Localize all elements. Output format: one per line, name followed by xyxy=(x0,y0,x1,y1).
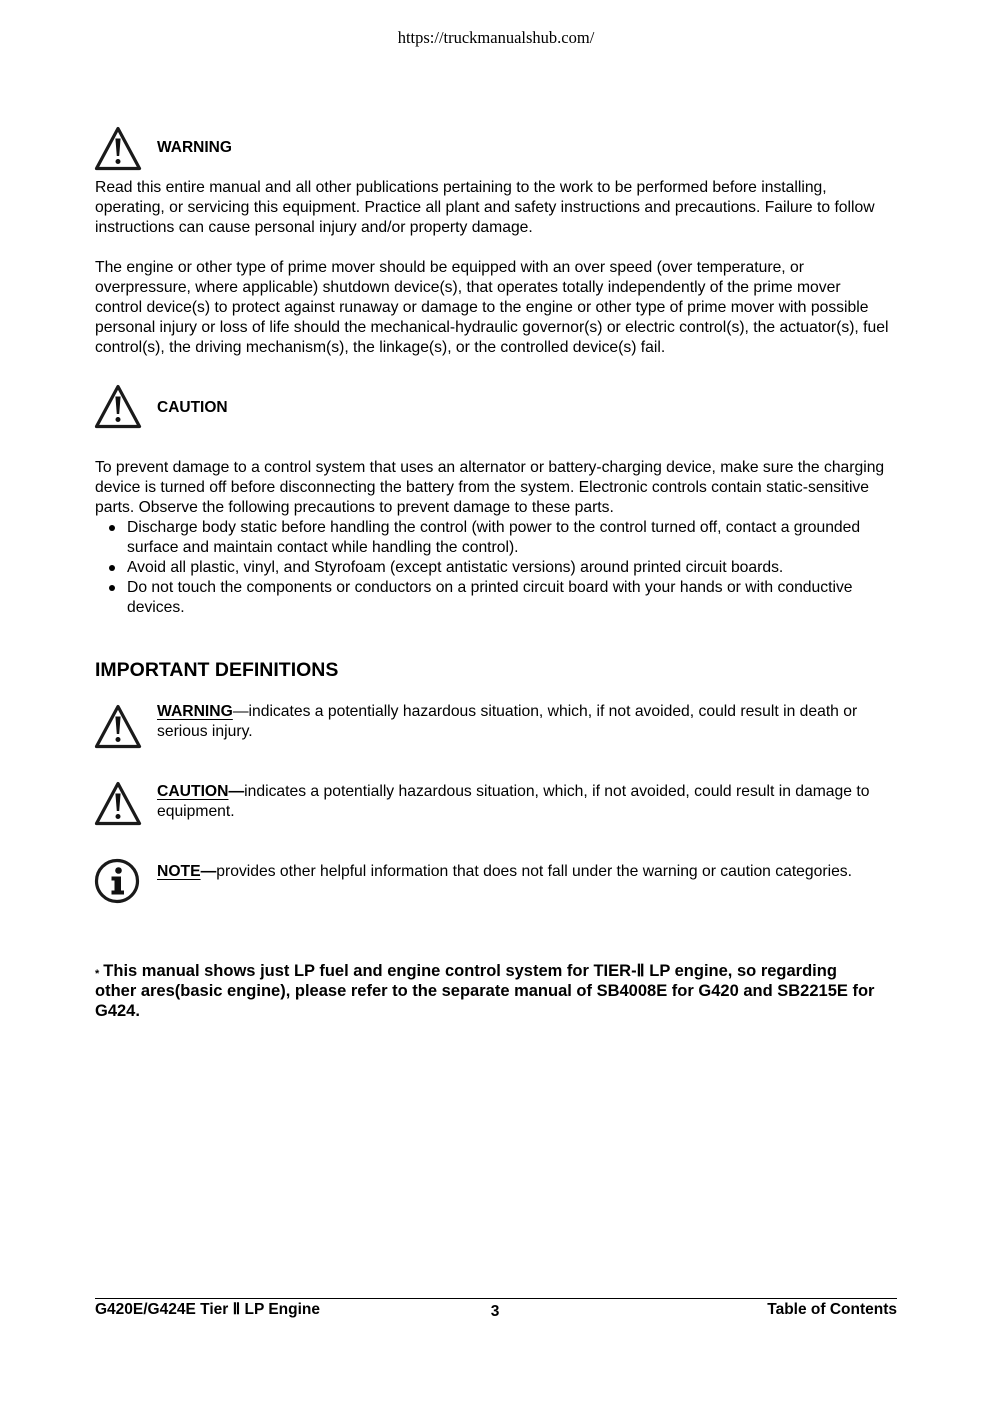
definition-text: serious injury. xyxy=(157,723,253,740)
exclamation-dot xyxy=(116,159,121,164)
exclamation-bar xyxy=(115,794,120,812)
definition-text: equipment. xyxy=(157,803,235,820)
definition-text: indicates a potentially hazardous situation, which, if not avoided, could result in death or xyxy=(248,703,858,720)
page-number: 3 xyxy=(490,1303,500,1320)
exclamation-dot xyxy=(116,417,121,422)
info-stem xyxy=(112,877,125,895)
bullet-item-line: surface and maintain contact while handling the control). xyxy=(127,539,519,556)
exclamation-dot xyxy=(116,814,121,819)
paragraph-line: control device(s) to protect against runaway or damage to the engine or other type of prime mover with possible xyxy=(95,299,869,316)
paragraph-line: personal injury or loss of life should the mechanical-hydraulic governor(s) or electric control(s), the actuator(s), fuel xyxy=(95,319,889,336)
scope-note-line: other ares(basic engine), please refer to the separate manual of SB4008E for G420 and SB2215E for xyxy=(95,982,875,1000)
paragraph-line: device is turned off before disconnecting the battery from the system. Electronic controls contain static-sensitive xyxy=(95,479,870,496)
bullet-item-line: Avoid all plastic, vinyl, and Styrofoam (except antistatic versions) around printed circuit boards. xyxy=(127,559,784,576)
bullet-item-line: Discharge body static before handling the control (with power to the control turned off, contact a grounded xyxy=(127,519,861,536)
scope-note-line xyxy=(95,961,837,981)
warning-triangle-icon xyxy=(94,704,142,749)
exclamation-bar xyxy=(115,717,120,735)
definition-term-note: NOTE xyxy=(157,863,201,880)
caution-triangle-icon xyxy=(94,781,142,826)
warning-triangle-icon xyxy=(94,126,142,171)
scope-note-text: This manual shows just LP fuel and engine control system for TIER-Ⅱ LP engine, so regarding xyxy=(103,962,837,980)
info-circle-icon xyxy=(94,857,140,905)
scope-note-line: G424. xyxy=(95,1002,140,1020)
definition-separator: — xyxy=(200,863,217,880)
paragraph-line: operating, or servicing this equipment. Practice all plant and safety instructions and precautions. Failure to follow xyxy=(95,199,875,216)
paragraph-line: The engine or other type of prime mover should be equipped with an over speed (over temperature, or xyxy=(95,259,804,276)
paragraph-line: Read this entire manual and all other publications pertaining to the work to be performed before installing, xyxy=(95,179,827,196)
definition-term-warning: WARNING xyxy=(157,703,233,720)
exclamation-bar xyxy=(115,397,120,415)
paragraph-line: instructions can cause personal injury and/or property damage. xyxy=(95,219,533,236)
info-dot xyxy=(115,867,122,874)
bullet-dot-icon xyxy=(109,525,115,531)
asterisk-marker: * xyxy=(95,968,100,980)
definition-text: provides other helpful information that does not fall under the warning or caution categories. xyxy=(216,863,852,880)
paragraph-line: To prevent damage to a control system that uses an alternator or battery-charging device, make sure the charging xyxy=(95,459,885,476)
bullet-item-line: Do not touch the components or conductors on a printed circuit board with your hands or with conductive xyxy=(127,579,853,596)
footer-document-title: G420E/G424E Tier Ⅱ LP Engine xyxy=(95,1301,321,1318)
header-url: https://truckmanualshub.com/ xyxy=(397,28,595,47)
exclamation-bar xyxy=(115,139,120,157)
bullet-dot-icon xyxy=(109,585,115,591)
definition-text: indicates a potentially hazardous situation, which, if not avoided, could result in damage to xyxy=(244,783,870,800)
caution-triangle-icon xyxy=(94,384,142,429)
warning-label: WARNING xyxy=(157,139,232,156)
paragraph-line: overpressure, where applicable) shutdown device(s), that operates totally independently of the prime mover xyxy=(95,279,841,296)
bullet-item-line: devices. xyxy=(127,599,185,616)
paragraph-line: parts. Observe the following precautions to prevent damage to these parts. xyxy=(95,499,614,516)
definition-warning-line xyxy=(157,702,857,722)
paragraph-line: control(s), the driving mechanism(s), the linkage(s), or the controlled device(s) fail. xyxy=(95,339,666,356)
definition-separator: — xyxy=(232,703,249,720)
footer-section-title: Table of Contents xyxy=(767,1301,897,1318)
section-heading: IMPORTANT DEFINITIONS xyxy=(95,659,339,681)
bullet-dot-icon xyxy=(109,565,115,571)
definition-term-caution: CAUTION xyxy=(157,783,229,800)
definition-caution-line xyxy=(157,782,869,802)
exclamation-dot xyxy=(116,737,121,742)
caution-label: CAUTION xyxy=(157,399,228,416)
definition-note-line xyxy=(157,862,852,882)
footer-divider xyxy=(95,1298,897,1299)
definition-separator: — xyxy=(228,783,245,800)
